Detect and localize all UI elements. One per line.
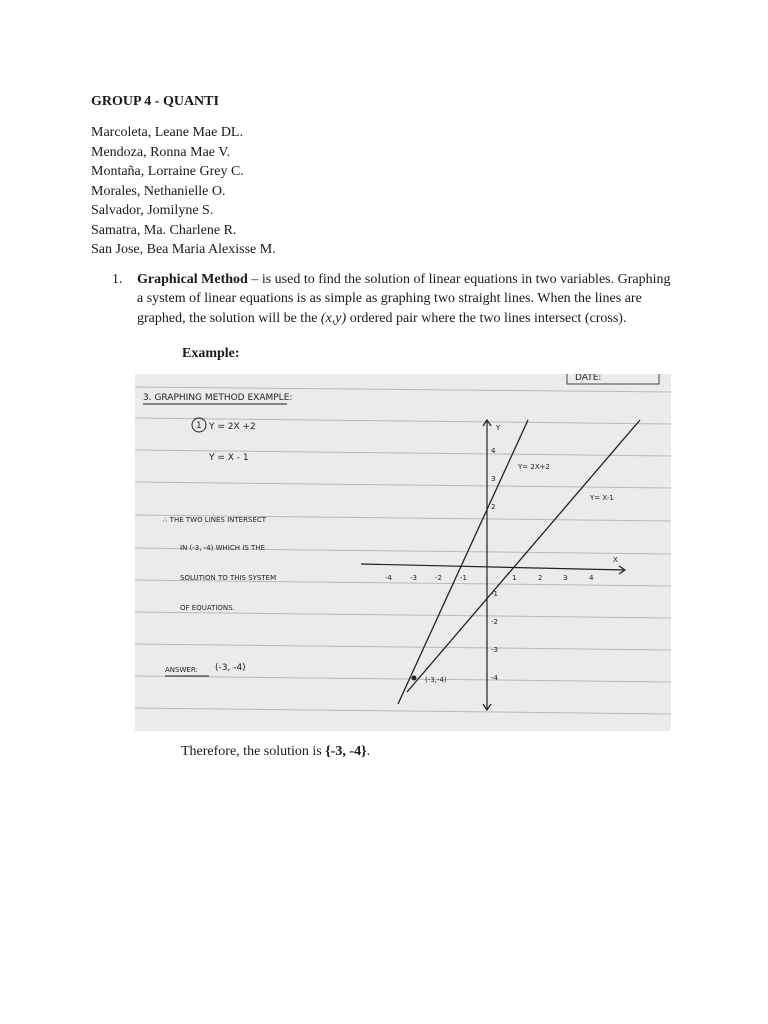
- y-tick-label: -1: [491, 590, 498, 598]
- handwritten-graph-photo: [135, 374, 671, 731]
- line-label-2: Y= X-1: [590, 494, 614, 502]
- member-name: San Jose, Bea Maria Alexisse M.: [91, 242, 276, 257]
- note-line-3: SOLUTION TO THIS SYSTEM: [180, 574, 277, 582]
- note-line-2: IN (-3, -4) WHICH IS THE: [180, 544, 265, 552]
- equation-2: Y = X - 1: [209, 453, 249, 463]
- x-tick-label: -4: [385, 574, 392, 582]
- x-axis-label: X: [613, 556, 618, 564]
- list-item-graphical-method: [112, 270, 672, 328]
- x-tick-label: -2: [435, 574, 442, 582]
- x-tick-label: 3: [563, 574, 568, 582]
- y-tick-label: -2: [491, 618, 498, 626]
- definition-text-2: ordered pair where the two lines intersect (cross).: [346, 310, 627, 326]
- definition-text-1: is used to find the solution of linear equations in two variables. Graphing a system of linear equations is as simple as graphing two straight lines. When the lines are graphed, the solution will be the: [137, 272, 671, 326]
- document-title: GROUP 4 - QUANTI: [91, 94, 219, 109]
- member-name: Morales, Nethanielle O.: [91, 183, 226, 199]
- answer-label: ANSWER:: [165, 666, 198, 674]
- y-tick-label: 4: [491, 447, 496, 455]
- x-tick-label: 1: [512, 574, 517, 582]
- photo-heading: 3. GRAPHING METHOD EXAMPLE:: [143, 393, 293, 403]
- conclusion-prefix: Therefore, the solution is: [181, 744, 326, 759]
- conclusion-answer: {-3, -4}: [325, 744, 367, 759]
- y-tick-label: 3: [491, 475, 496, 483]
- definition-paragraph: [137, 270, 672, 328]
- x-tick-label: -1: [460, 574, 467, 582]
- equation-1: Y = 2X +2: [209, 422, 256, 432]
- answer-value: (-3, -4): [215, 663, 246, 673]
- member-name: Mendoza, Ronna Mae V.: [91, 144, 231, 160]
- note-line-1: ∴ THE TWO LINES INTERSECT: [163, 516, 266, 524]
- equation-number: 1: [196, 421, 202, 431]
- term: Graphical Method: [137, 272, 248, 287]
- date-box-label: DATE:: [575, 374, 602, 383]
- x-tick-label: -3: [410, 574, 417, 582]
- x-tick-label: 4: [589, 574, 594, 582]
- member-list: [91, 123, 276, 260]
- term-dash: –: [247, 272, 262, 287]
- intersection-point: [412, 676, 417, 681]
- conclusion-suffix: .: [366, 744, 371, 759]
- ordered-pair: (x,y): [320, 310, 347, 326]
- line-label-1: Y= 2X+2: [518, 463, 550, 471]
- y-axis-label: Y: [496, 424, 501, 432]
- member-name: Montaña, Lorraine Grey C.: [91, 164, 244, 179]
- conclusion-sentence: [181, 744, 370, 760]
- note-line-4: OF EQUATIONS.: [180, 604, 235, 612]
- member-name: Samatra, Ma. Charlene R.: [91, 222, 237, 238]
- y-tick-label: -3: [491, 646, 498, 654]
- list-item-number: 1.: [112, 272, 123, 287]
- x-tick-label: 2: [538, 574, 543, 582]
- y-tick-label: 2: [491, 503, 496, 511]
- example-label: Example:: [182, 346, 240, 361]
- member-name: Marcoleta, Leane Mae DL.: [91, 125, 243, 140]
- member-name: Salvador, Jomilyne S.: [91, 203, 214, 218]
- intersection-label: (-3,-4): [425, 676, 447, 684]
- y-tick-label: -4: [491, 674, 498, 682]
